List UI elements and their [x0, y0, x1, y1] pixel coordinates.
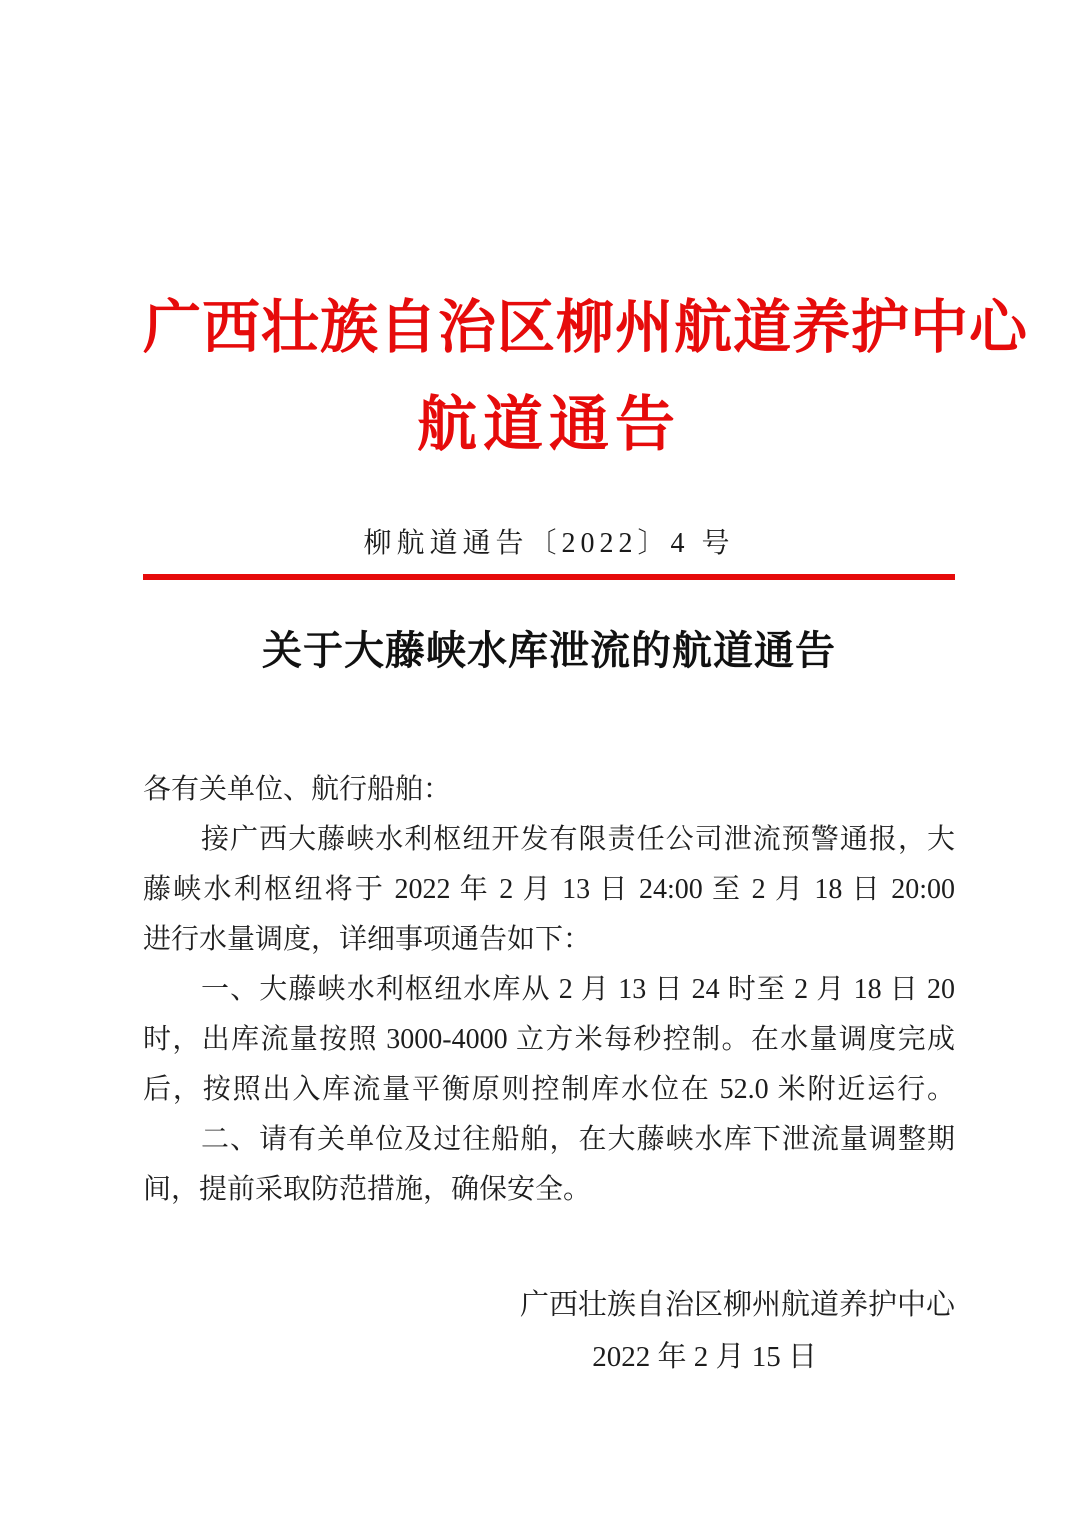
red-divider-line — [143, 574, 955, 580]
signature-org: 广西壮族自治区柳州航道养护中心 — [519, 1289, 955, 1321]
masthead-doc-type: 航道通告 — [417, 392, 681, 458]
body-line: 间，提前采取防范措施，确保安全。 — [143, 1174, 592, 1205]
signature-block — [143, 1279, 955, 1383]
body-line: 接广西大藤峡水利枢纽开发有限责任公司泄流预警通报，大 — [201, 824, 955, 855]
body-line: 后，按照出入库流量平衡原则控制库水位在 52.0 米附近运行。 — [143, 1074, 955, 1105]
body-line: 一、大藤峡水利枢纽水库从 2 月 13 日 24 时至 2 月 18 日 20 — [201, 974, 955, 1005]
salutation-line: 各有关单位、航行船舶： — [143, 774, 452, 805]
notice-title: 关于大藤峡水库泄流的航道通告 — [262, 628, 836, 673]
body-line: 时，出库流量按照 3000-4000 立方米每秒控制。在水量调度完成 — [143, 1024, 955, 1055]
masthead — [143, 288, 1029, 466]
body-line: 二、请有关单位及过往船舶，在大藤峡水库下泄流量调整期 — [201, 1124, 955, 1155]
body-line: 藤峡水利枢纽将于 2022 年 2 月 13 日 24:00 至 2 月 18 日 20:00 — [143, 874, 955, 905]
masthead-org-name: 广西壮族自治区柳州航道养护中心 — [143, 295, 1029, 360]
document-number: 柳航道通告〔2022〕4 号 — [363, 528, 735, 559]
body-line: 进行水量调度，详细事项通告如下： — [143, 924, 592, 955]
notice-body — [143, 765, 955, 1215]
signature-date: 2022 年 2 月 15 日 — [592, 1341, 817, 1373]
